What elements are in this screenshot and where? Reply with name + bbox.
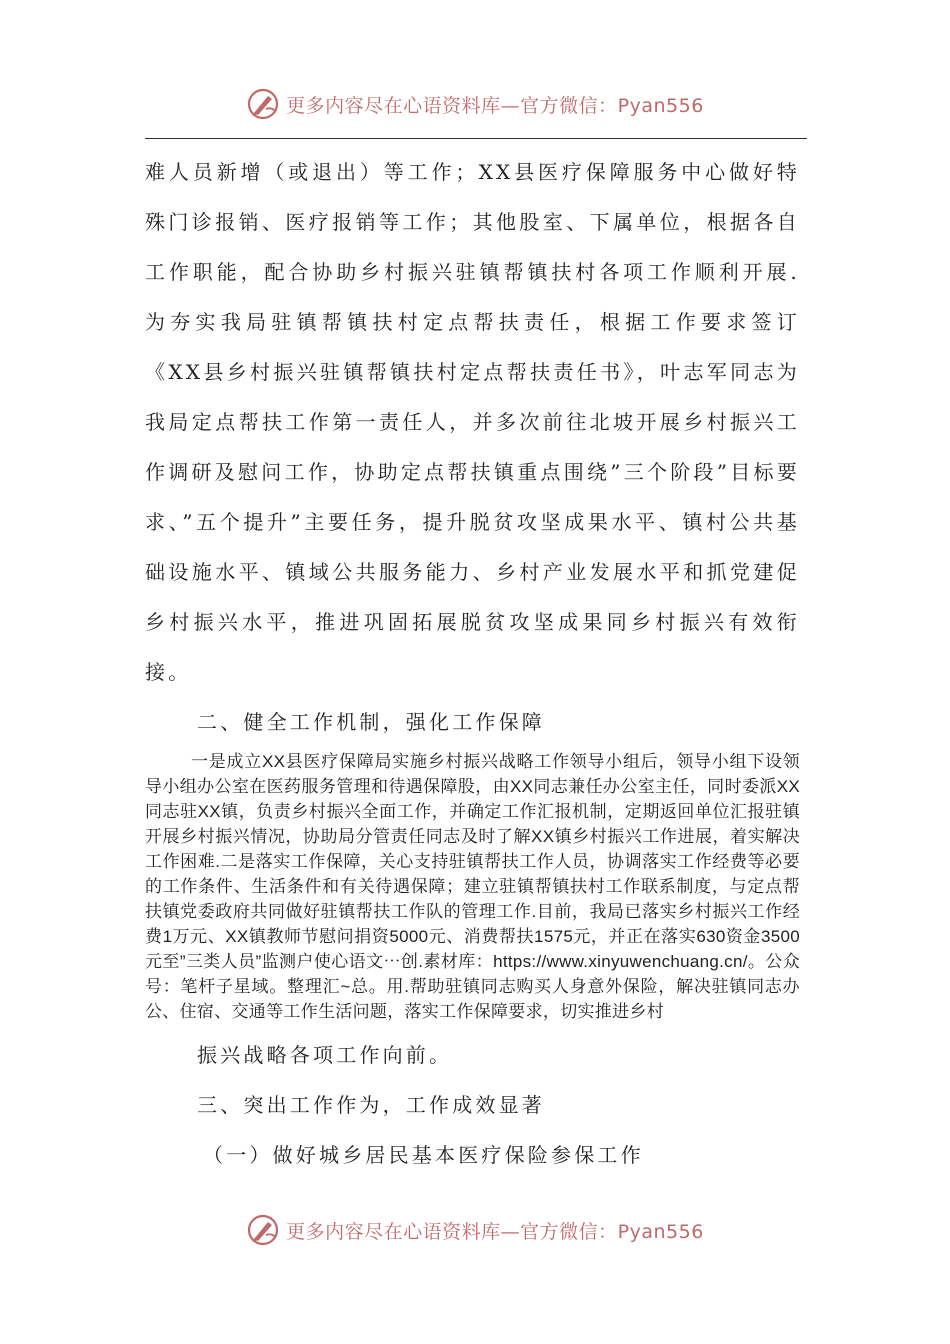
subsection-heading-1: （一）做好城乡居民基本医疗保险参保工作 [203, 1143, 644, 1167]
watermark-text-cn: 更多内容尽在心语资料库—官方微信： [286, 94, 618, 117]
footer-watermark-wechat-id: Pyan556 [617, 1220, 704, 1243]
paragraph-continuation: 难人员新增（或退出）等工作；XX县医疗保障服务中心做好特殊门诊报销、医疗报销等工作；其他股室、下属单位，根据各自工作职能，配合协助乡村振兴驻镇帮镇扶村各项工作顺利开展.为夯实我局驻镇帮镇扶村定点帮扶责任，根据工作要求签订《XX县乡村振兴驻镇帮镇扶村定点帮扶责任书》，叶志军同志为我局定点帮扶工作第一责任人，并多次前往北坡开展乡村振兴工作调研及慰问工作，协助定点帮扶镇重点围绕”三个阶段”目标要求、”五个提升”主要任务，提升脱贫攻坚成果水平、镇村公共基础设施水平、镇域公共服务能力、乡村产业发展水平和抓党建促乡村振兴水平，推进巩固拓展脱贫攻坚成果同乡村振兴有效衔接。 [145, 160, 800, 684]
footer-watermark-text-cn: 更多内容尽在心语资料库—官方微信： [286, 1220, 618, 1243]
pen-logo-icon [246, 87, 280, 121]
header-watermark [0, 84, 950, 124]
document-body [145, 147, 800, 1180]
paragraph-mechanism: 一是成立XX县医疗保障局实施乡村振兴战略工作领导小组后，领导小组下设领导小组办公室在医药服务管理和待遇保障股，由XX同志兼任办公室主任，同时委派XX同志驻XX镇，负责乡村振兴全面工作，并确定工作汇报机制，定期返回单位汇报驻镇开展乡村振兴情况，协助局分管责任同志及时了解XX镇乡村振兴工作进展，着实解决工作困难.二是落实工作保障，关心支持驻镇帮扶工作人员，协调落实工作经费等必要的工作条件、生活条件和有关待遇保障；建立驻镇帮镇扶村工作联系制度，与定点帮扶镇党委政府共同做好驻镇帮扶工作队的管理工作.目前，我局已落实乡村振兴工作经费1万元、XX镇教师节慰问捐资5000元、消费帮扶1575元，并正在落实630资金3500元至”三类人员”监测户使心语文⋯创.素材库：https://www.xinyuwenchuang.cn/。公众号：笔杆子星域。整理汇~总。用.帮助驻镇同志购买人身意外保险，解决驻镇同志办公、住宿、交通等工作生活问题，落实工作保障要求，切实推进乡村 [145, 752, 800, 1021]
footer-watermark-brand [246, 1213, 704, 1247]
watermark-text [286, 91, 704, 118]
pen-logo-icon [246, 1213, 280, 1247]
watermark-wechat-id: Pyan556 [617, 94, 704, 117]
watermark-brand [246, 87, 704, 121]
section-heading-3: 三、突出工作作为，工作成效显著 [197, 1093, 545, 1117]
paragraph-tail: 振兴战略各项工作向前。 [197, 1043, 453, 1067]
section-heading-2: 二、健全工作机制，强化工作保障 [197, 710, 545, 734]
footer-watermark [0, 1210, 950, 1250]
header-rule [145, 138, 807, 139]
footer-watermark-text [286, 1217, 704, 1244]
